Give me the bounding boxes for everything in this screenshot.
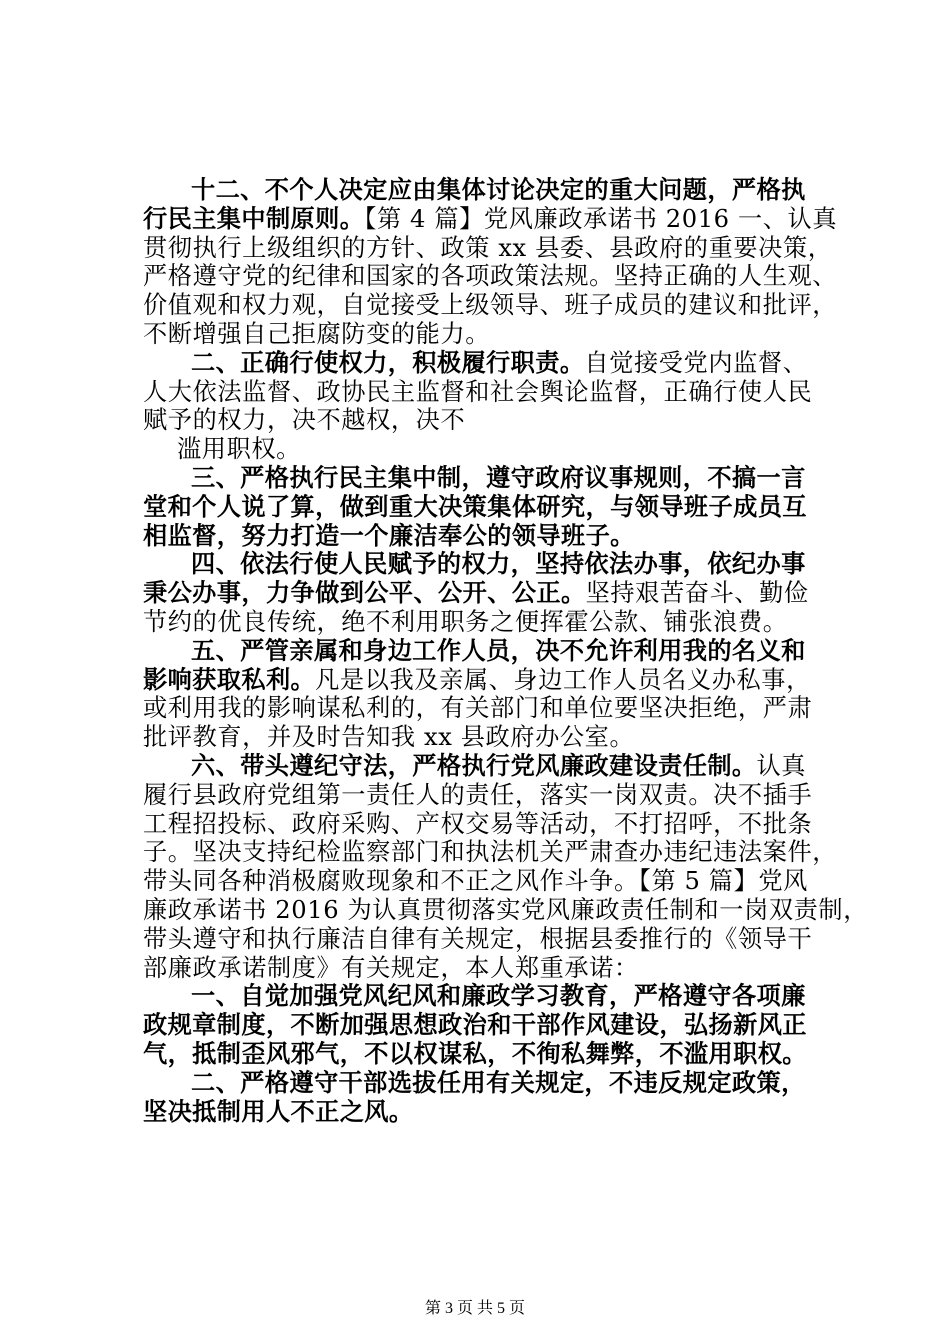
text-segment: 滥用职权。 (177, 435, 301, 464)
text-segment: 价值观和权力观，自觉接受上级领导、班子成员的建议和批评， (143, 291, 838, 320)
document-body (143, 176, 869, 1126)
text-segment: 严格遵守党的纪律和国家的各项政策法规。坚持正确的人生观、 (143, 262, 838, 291)
text-segment: 认真 (756, 751, 807, 780)
bold-text-segment: 行民主集中制原则。 (143, 204, 365, 233)
text-segment: 人大依法监督、政协民主监督和社会舆论监督，正确行使人民 (143, 377, 813, 406)
text-segment: 【第 4 篇】党风廉政承诺书 2016 一、认真 (364, 204, 838, 233)
text-line (143, 723, 823, 752)
text-segment: 坚持艰苦奋斗、勤俭 (585, 579, 809, 608)
text-line (143, 838, 838, 867)
text-line (143, 1098, 823, 1127)
bold-text-segment: 堂和个人说了算，做到重大决策集体研究，与领导班子成员互 (143, 492, 807, 521)
text-line (143, 349, 823, 378)
text-line (143, 781, 823, 810)
text-segment: 或利用我的影响谋私利的，有关部门和单位要坚决拒绝，严肃 (143, 694, 813, 723)
text-segment: 廉政承诺书 2016 为认真贯彻落实党风廉政责任制和一岗双责制， (143, 895, 869, 924)
text-segment: 部廉政承诺制度》有关规定，本人郑重承诺： (143, 953, 639, 982)
text-line (143, 579, 823, 608)
text-segment: 履行县政府党组第一责任人的责任，落实一岗双责。决不插手 (143, 780, 813, 809)
text-line (143, 493, 823, 522)
text-line (143, 522, 823, 551)
bold-text-segment: 二、严格遵守干部选拔任用有关规定，不违反规定政策， (191, 1068, 806, 1097)
bold-text-segment: 一、自觉加强党风纪风和廉政学习教育，严格遵守各项廉 (191, 982, 806, 1011)
text-line (143, 810, 823, 839)
text-segment: 带头遵守和执行廉洁自律有关规定，根据县委推行的《领导干 (143, 924, 813, 953)
bold-text-segment: 六、带头遵纪守法，严格执行党风廉政建设责任制。 (191, 751, 757, 780)
text-segment: 不断增强自己拒腐防变的能力。 (143, 319, 491, 348)
text-line (143, 406, 823, 435)
text-segment: 子。坚决支持纪检监察部门和执法机关严肃查办违纪违法案件， (143, 838, 838, 867)
bold-text-segment: 气，抵制歪风邪气，不以权谋私，不徇私舞弊，不滥用职权。 (143, 1039, 807, 1068)
text-segment: 自觉接受党内监督、 (584, 348, 808, 377)
text-line (143, 982, 823, 1011)
bold-text-segment: 秉公办事，力争做到公平、公开、公正。 (143, 579, 586, 608)
bold-text-segment: 四、依法行使人民赋予的权力，坚持依法办事，依纪办事 (191, 550, 806, 579)
text-line (143, 550, 823, 579)
text-line (143, 464, 823, 493)
bold-text-segment: 三、严格执行民主集中制，遵守政府议事规则，不搞一言 (191, 463, 806, 492)
text-segment: 节约的优良传统，绝不利用职务之便挥霍公款、铺张浪费。 (143, 607, 788, 636)
bold-text-segment: 十二、不个人决定应由集体讨论决定的重大问题，严格执 (191, 176, 806, 204)
text-segment: 工程招投标、政府采购、产权交易等活动，不打招呼，不批条 (143, 809, 813, 838)
text-line (143, 608, 823, 637)
text-line (143, 1011, 823, 1040)
text-segment: 带头同各种消极腐败现象和不正之风作斗争。【第 5 篇】党风 (143, 867, 808, 896)
text-line (143, 637, 823, 666)
page-footer: 第 3 页 共 5 页 (424, 1300, 525, 1317)
text-line (143, 320, 823, 349)
text-segment: 凡是以我及亲属、身边工作人员名义办私事， (315, 665, 811, 694)
text-line (143, 752, 823, 781)
text-line (143, 378, 823, 407)
text-line (143, 694, 823, 723)
text-line (143, 291, 838, 320)
text-line (143, 262, 838, 291)
text-line (143, 666, 823, 695)
text-line (143, 435, 823, 464)
text-line (143, 204, 838, 234)
text-line (143, 925, 823, 954)
text-line (143, 233, 833, 263)
text-line (143, 1069, 823, 1098)
text-line (143, 895, 869, 925)
bold-text-segment: 影响获取私利。 (143, 665, 316, 694)
text-line (143, 867, 823, 896)
text-line (143, 1040, 823, 1069)
text-line (143, 176, 823, 205)
text-segment: 贯彻执行上级组织的方针、政策 xx 县委、县政府的重要决策， (143, 233, 833, 262)
bold-text-segment: 二、正确行使权力，积极履行职责。 (191, 348, 585, 377)
bold-text-segment: 相监督，努力打造一个廉洁奉公的领导班子。 (143, 521, 635, 550)
bold-text-segment: 五、严管亲属和身边工作人员，决不允许利用我的名义和 (191, 636, 806, 665)
text-segment: 赋予的权力，决不越权，决不 (143, 406, 466, 435)
bold-text-segment: 坚决抵制用人不正之风。 (143, 1097, 414, 1126)
bold-text-segment: 政规章制度，不断加强思想政治和干部作风建设，弘扬新风正 (143, 1011, 807, 1040)
text-segment: 批评教育，并及时告知我 xx 县政府办公室。 (143, 723, 635, 752)
text-line (143, 954, 823, 983)
